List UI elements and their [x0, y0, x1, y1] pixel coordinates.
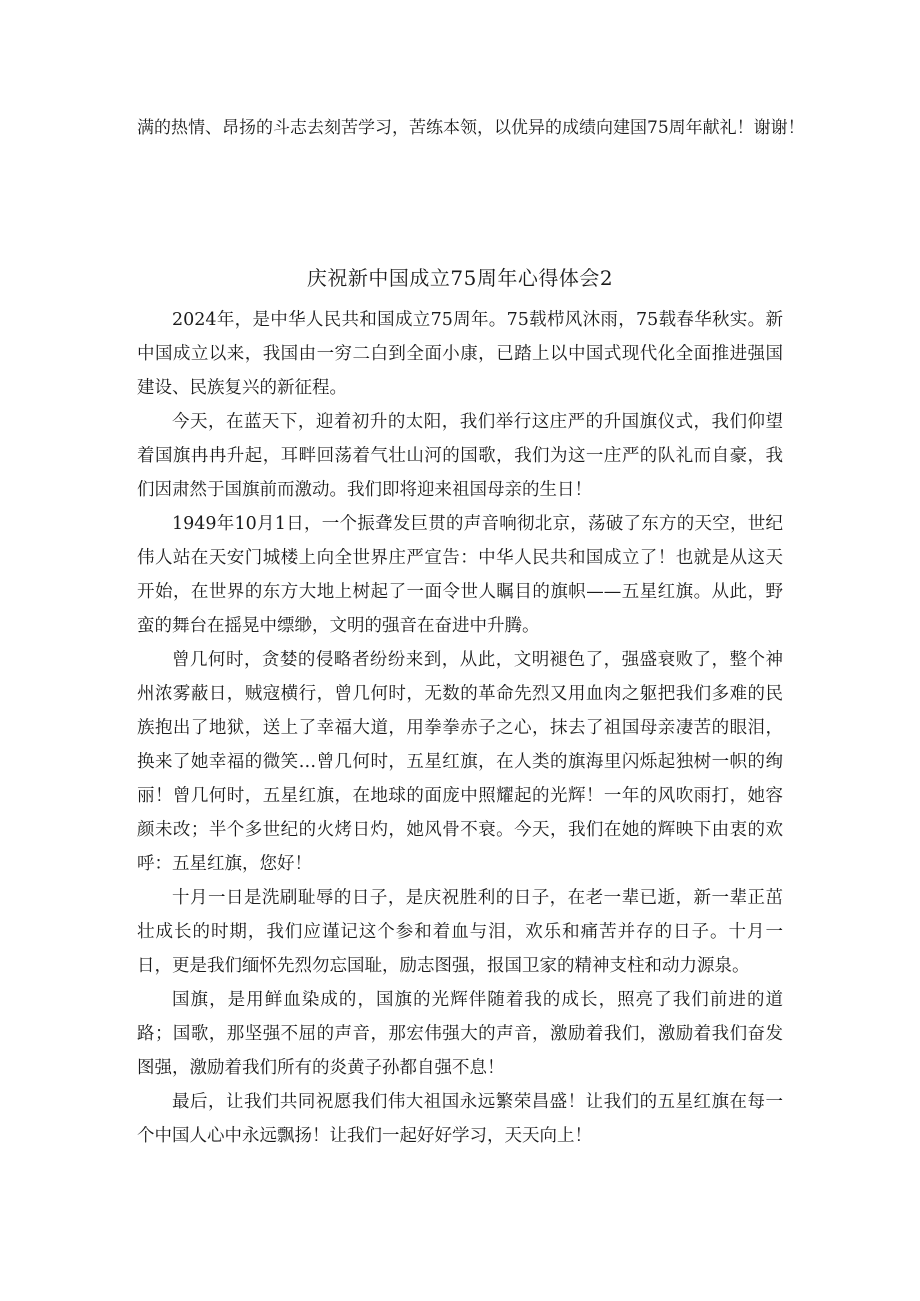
paragraph-5: 十月一日是洗刷耻辱的日子，是庆祝胜利的日子，在老一辈已逝，新一辈正茁壮成长的时期，我们应谨记这个参和着血与泪，欢乐和痛苦并存的日子。十月一日，更是我们缅怀先烈勿忘国耻，励志图强，报国卫家的精神支柱和动力源泉。 — [137, 888, 783, 976]
previous-section-closing-line: 满的热情、昂扬的斗志去刻苦学习，苦练本领，以优异的成绩向建国75周年献礼！谢谢！ — [137, 118, 805, 138]
paragraph-2: 今天，在蓝天下，迎着初升的太阳，我们举行这庄严的升国旗仪式，我们仰望着国旗冉冉升起，耳畔回荡着气壮山河的国歌，我们为这一庄严的队礼而自豪，我们因肃然于国旗前而激动。我们即将迎来祖国母亲的生日！ — [137, 412, 783, 500]
article-body — [137, 303, 783, 1153]
paragraph-6: 国旗，是用鲜血染成的，国旗的光辉伴随着我的成长，照亮了我们前进的道路；国歌，那坚强不屈的声音，那宏伟强大的声音，激励着我们，激励着我们奋发图强，激励着我们所有的炎黄子孙都自强不息！ — [137, 990, 783, 1078]
page-title: 庆祝新中国成立75周年心得体会2 — [306, 266, 614, 290]
paragraph-4: 曾几何时，贪婪的侵略者纷纷来到，从此，文明褪色了，强盛衰败了，整个神州浓雾蔽日，贼寇横行，曾几何时，无数的革命先烈又用血肉之躯把我们多难的民族抱出了地狱，送上了幸福大道，用拳拳赤子之心，抹去了祖国母亲凄苦的眼泪，换来了她幸福的微笑…曾几何时，五星红旗，在人类的旗海里闪烁起独树一帜的绚丽！曾几何时，五星红旗，在地球的面庞中照耀起的光辉！一年的风吹雨打，她容颜未改；半个多世纪的火烤日灼，她风骨不衰。今天，我们在她的辉映下由衷的欢呼：五星红旗，您好！ — [137, 650, 783, 874]
paragraph-1: 2024年，是中华人民共和国成立75周年。75载栉风沐雨，75载春华秋实。新中国成立以来，我国由一穷二白到全面小康，已踏上以中国式现代化全面推进强国建设、民族复兴的新征程。 — [137, 310, 783, 398]
paragraph-3: 1949年10月1日，一个振聋发巨贯的声音响彻北京，荡破了东方的天空，世纪伟人站在天安门城楼上向全世界庄严宣告：中华人民共和国成立了！也就是从这天开始，在世界的东方大地上树起了一面令世人瞩目的旗帜——五星红旗。从此，野蛮的舞台在摇晃中缥缈，文明的强音在奋进中升腾。 — [137, 514, 783, 636]
paragraph-7: 最后，让我们共同祝愿我们伟大祖国永远繁荣昌盛！让我们的五星红旗在每一个中国人心中永远飘扬！让我们一起好好学习，天天向上！ — [137, 1092, 783, 1146]
